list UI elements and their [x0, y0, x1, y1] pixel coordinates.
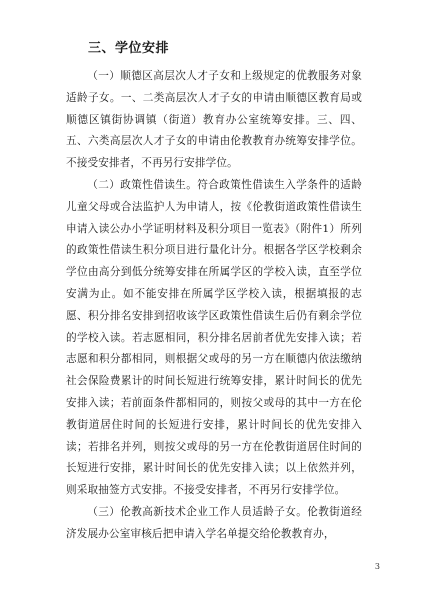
- paragraph-3: （三）伦教高新技术企业工作人员适龄子女。伦教街道经济发展办公室审核后把申请入学名单提交给伦教教育办，: [66, 505, 362, 540]
- paragraph-2: （二）政策性借读生。符合政策性借读生入学条件的适龄儿童父母或合法监护人为申请人，按《伦教街道政策性借读生申请入读公办小学证明材料及积分项目一览表》（附件1）所列的政策性借读生积分项目进行量化计分。根据各学区学校剩余学位由高分到低分统筹安排在所属学区的学校入读，直至学位安满为止。如不能安排在所属学区学校入读，根据填报的志愿、积分排名安排到招收该学区政策性借读生后仍有剩余学位的学校入读。若志愿相同，积分排名居前者优先安排入读；若志愿和积分都相同，则根据父或母的另一方在顺德内依法缴纳社会保险费累计的时间长短进行统筹安排，累计时间长的优先安排入读；若前面条件都相同的，则按父或母的其中一方在伦教街道居住时间的长短进行安排，累计时间长的优先安排入读；若排名并列，则按父或母的另一方在伦教街道居住时间的长短进行安排，累计时间长的优先安排入读；以上依然并列，则采取抽签方式安排。不接受安排者，不再另行安排学位。: [66, 178, 362, 497]
- document-body: [66, 66, 362, 546]
- paragraph-1: （一）顺德区高层次人才子女和上级规定的优教服务对象适龄子女。一、二类高层次人才子女的申请由顺德区教育局或顺德区镇街协调镇（街道）教育办公室统筹安排。三、四、五、六类高层次人才子女的申请由伦教教育办统筹安排学位。不接受安排者，不再另行安排学位。: [66, 70, 362, 170]
- section-heading: 三、学位安排: [88, 41, 170, 56]
- page-number: 3: [374, 562, 380, 571]
